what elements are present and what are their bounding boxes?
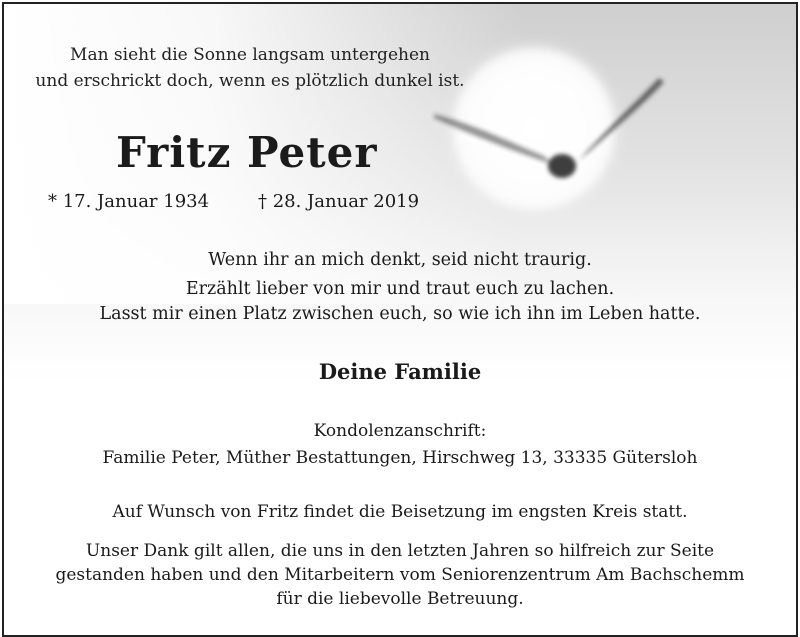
motto-line-2: und erschrickt doch, wenn es plötzlich dunkel ist. <box>35 71 465 91</box>
condolence-address: Familie Peter, Müther Bestattungen, Hirschweg 13, 33335 Gütersloh <box>102 448 698 468</box>
poem-line-1: Wenn ihr an mich denkt, seid nicht traurig. <box>208 250 592 270</box>
thanks-line-1: Unser Dank gilt allen, die uns in den letzten Jahren so hilfreich zur Seite <box>85 541 715 561</box>
poem-line-2: Erzählt lieber von mir und traut euch zu lachen. <box>185 279 615 299</box>
condolence-label: Kondolenzanschrift: <box>313 421 487 441</box>
thanks-line-2: gestanden haben und den Mitarbeitern vom Seniorenzentrum Am Bachschemm <box>55 565 745 585</box>
burial-notice: Auf Wunsch von Fritz findet die Beisetzung im engsten Kreis statt. <box>112 502 688 522</box>
thanks-line-3: für die liebevolle Betreuung. <box>276 589 524 609</box>
death-date: † 28. Januar 2019 <box>258 191 420 212</box>
obituary-card <box>2 2 798 637</box>
signature: Deine Familie <box>318 359 482 384</box>
deceased-name: Fritz Peter <box>116 128 378 177</box>
motto-line-1: Man sieht die Sonne langsam untergehen <box>70 45 430 65</box>
poem-line-3: Lasst mir einen Platz zwischen euch, so wie ich ihn im Leben hatte. <box>99 304 701 324</box>
birth-date: * 17. Januar 1934 <box>48 191 210 212</box>
